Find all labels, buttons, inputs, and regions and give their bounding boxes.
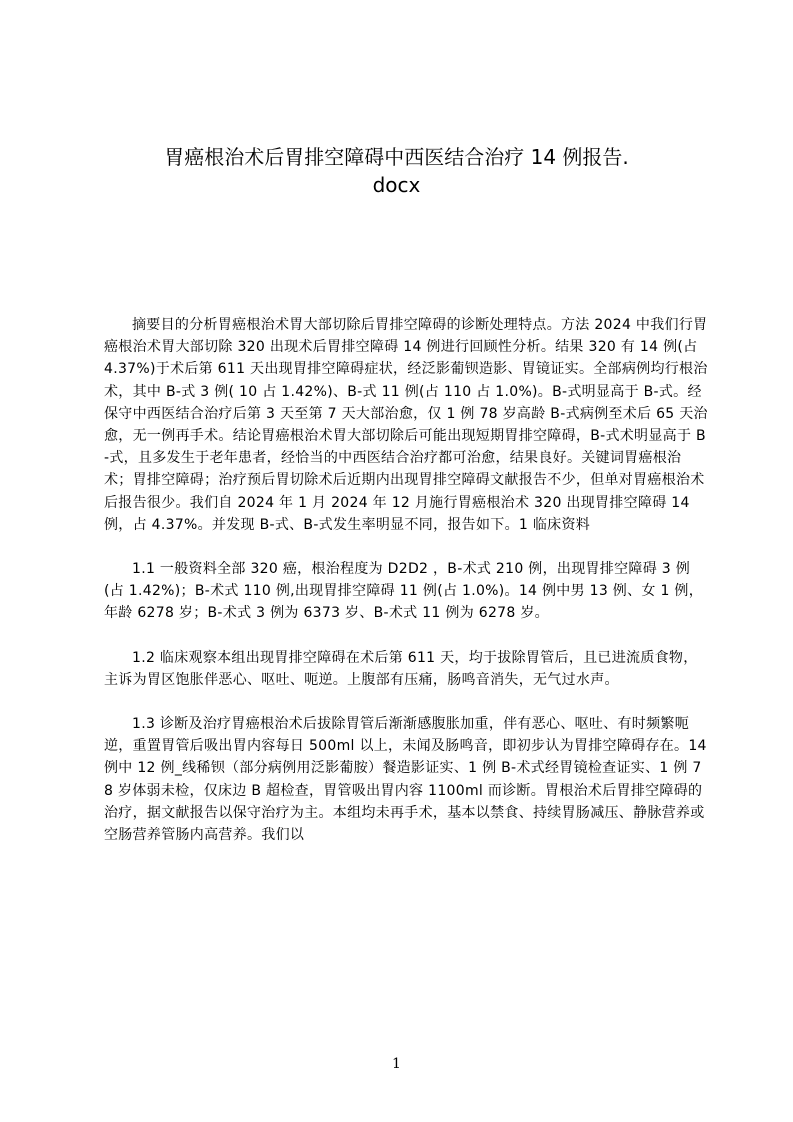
section-1-1-paragraph: 1.1 一般资料全部 320 癌，根治程度为 D2D2 ，B-术式 210 例，出现胃排空障碍 3 例(占 1.42%)；B-术式 110 例,出现胃排空障碍 11 例(占 1.0%)。14 例中男 13 例、女 1 例，年龄 6278 岁；B-术式 3 例为 6373 岁、B-术式 11 例为 6278 岁。 bbox=[104, 561, 704, 622]
document-body bbox=[104, 314, 708, 868]
page-number: 1 bbox=[392, 1056, 401, 1072]
document-title bbox=[100, 143, 693, 199]
title-line-1: 胃癌根治术后胃排空障碍中西医结合治疗 14 例报告. bbox=[164, 145, 629, 169]
title-line-2: docx bbox=[372, 173, 421, 197]
section-1-3-paragraph: 1.3 诊断及治疗胃癌根治术后拔除胃管后渐渐感腹胀加重，伴有恶心、呕吐、有时频繁呃逆，重置胃管后吸出胃内容每日 500ml 以上，未闻及肠鸣音，即初步认为胃排空障碍存在。14 例中 12 例_线稀钡（部分病例用泛影葡胺）餐造影证实、1 例 B-术式经胃镜检查证实、1 例 78 岁体弱未检，仅床边 B 超检查，胃管吸出胃内容 1100ml 而诊断。胃根治术后胃排空障碍的治疗，据文献报告以保守治疗为主。本组均未再手术，基本以禁食、持续胃肠减压、静脉营养或空肠营养管肠内高营养。我们以 bbox=[104, 716, 707, 844]
section-1-2-paragraph: 1.2 临床观察本组出现胃排空障碍在术后第 611 天，均于拔除胃管后，且已进流质食物，主诉为胃区饱胀伴恶心、呕吐、呃逆。上腹部有压痛，肠鸣音消失，无气过水声。 bbox=[104, 649, 698, 688]
abstract-paragraph: 摘要目的分析胃癌根治术胃大部切除后胃排空障碍的诊断处理特点。方法 2024 中我们行胃癌根治术胃大部切除 320 出现术后胃排空障碍 14 例进行回顾性分析。结果 320 有 14 例(占 4.37%)于术后第 611 天出现胃排空障碍症状，经泛影葡钡造影、胃镜证实。全部病例均行根治术，其中 B-式 3 例( 10 占 1.42%)、B-式 11 例(占 110 占 1.0%)。B-式明显高于 B-式。经保守中西医结合治疗后第 3 天至第 7 天大部治愈，仅 1 例 78 岁高龄 B-式病例至术后 65 天治愈，无一例再手术。结论胃癌根治术胃大部切除后可能出现短期胃排空障碍，B-式术明显高于 B-式，且多发生于老年患者，经恰当的中西医结合治疗都可治愈，结果良好。关键词胃癌根治术；胃排空障碍；治疗预后胃切除术后近期内出现胃排空障碍文献报告不少，但单对胃癌根治术后报告很少。我们自 2024 年 1 月 2024 年 12 月施行胃癌根治术 320 出现胃排空障碍 14 例，占 4.37%。并发现 B-式、B-式发生率明显不同，报告如下。1 临床资料 bbox=[104, 317, 708, 533]
